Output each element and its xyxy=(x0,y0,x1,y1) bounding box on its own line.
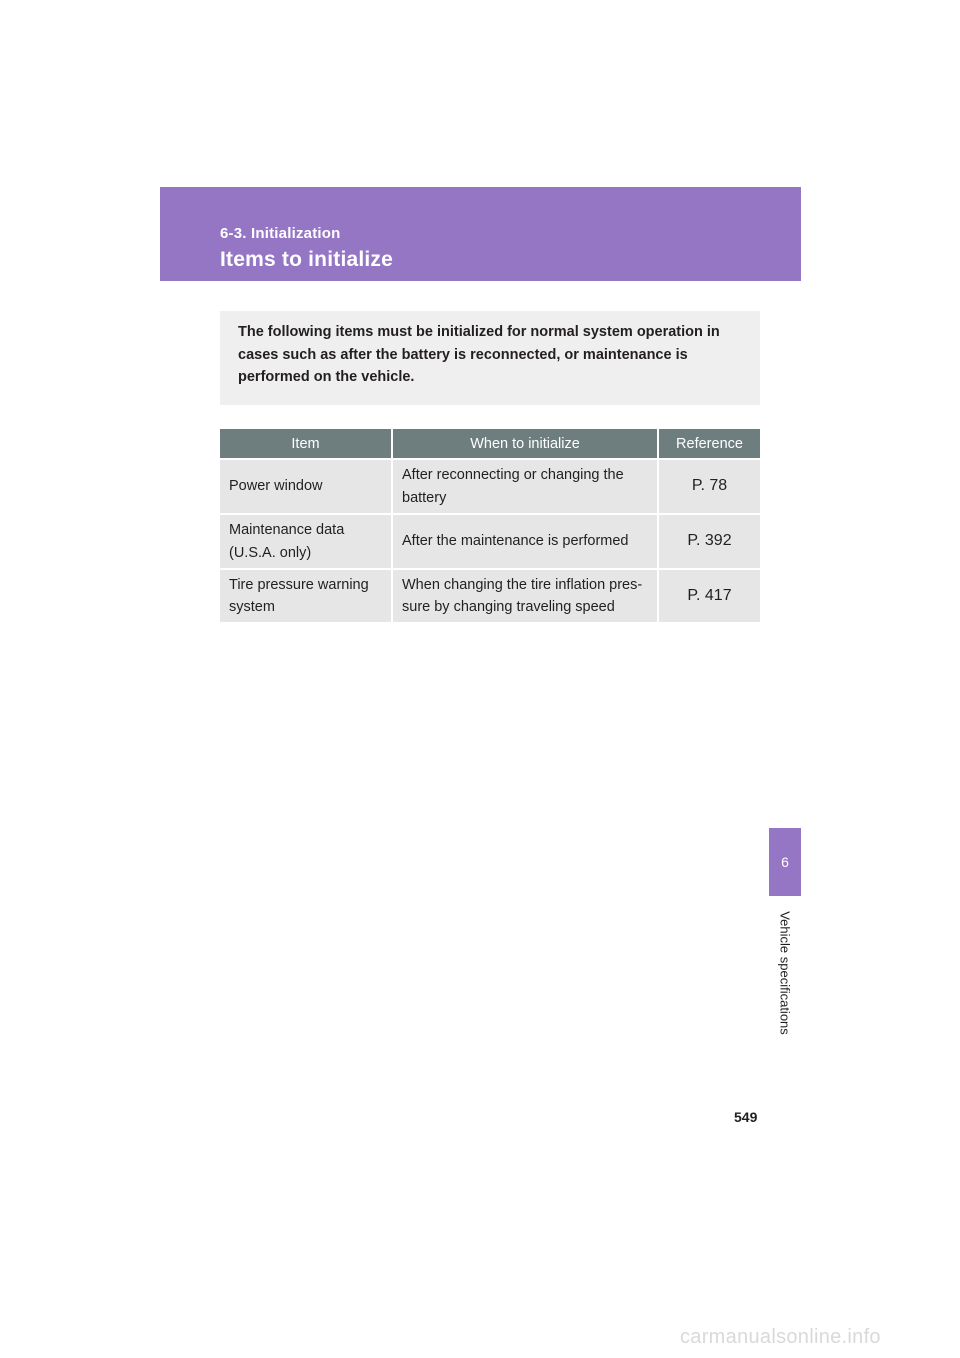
table-row xyxy=(220,514,760,569)
watermark: carmanualsonline.info xyxy=(680,1326,881,1348)
item-cell: Maintenance data (U.S.A. only) xyxy=(220,514,392,569)
reference-cell: P. 392 xyxy=(658,514,760,569)
column-header-item: Item xyxy=(220,429,392,459)
reference-cell: P. 417 xyxy=(658,569,760,623)
when-cell: After reconnecting or changing the battery xyxy=(392,459,658,514)
reference-cell: P. 78 xyxy=(658,459,760,514)
table-header-row xyxy=(220,429,760,459)
section-header-band xyxy=(160,187,801,281)
page-number: 549 xyxy=(734,1109,758,1125)
chapter-tab xyxy=(769,828,801,896)
item-cell: Power window xyxy=(220,459,392,514)
when-cell: When changing the tire inflation pres-sure by changing traveling speed xyxy=(392,569,658,623)
table-row xyxy=(220,459,760,514)
page-title: Items to initialize xyxy=(220,248,393,271)
column-header-when: When to initialize xyxy=(392,429,658,459)
when-cell: After the maintenance is performed xyxy=(392,514,658,569)
intro-text: The following items must be initialized for normal system operation in cases such as after the battery is reconnected, or maintenance is performed on the vehicle. xyxy=(238,324,720,385)
chapter-number: 6 xyxy=(781,854,789,870)
column-header-reference: Reference xyxy=(658,429,760,459)
chapter-title: Vehicle specifications xyxy=(777,911,793,1035)
initialization-table xyxy=(220,429,760,624)
item-cell: Tire pressure warning system xyxy=(220,569,392,623)
section-label: 6-3. Initialization xyxy=(220,225,341,242)
intro-box xyxy=(220,311,760,405)
table-row xyxy=(220,569,760,623)
